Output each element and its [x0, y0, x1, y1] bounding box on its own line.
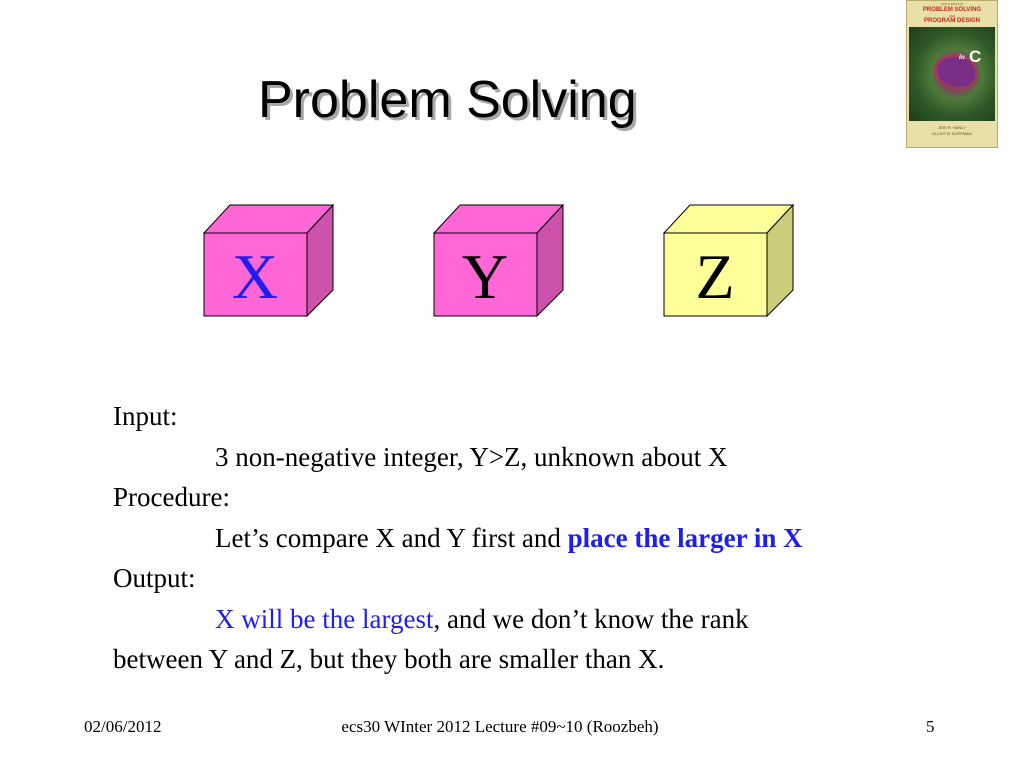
procedure-highlight: place the larger in X	[567, 522, 803, 553]
cube-y	[434, 205, 563, 316]
output-detail	[113, 599, 993, 640]
procedure-detail	[113, 518, 993, 559]
cube-x-label: X	[231, 241, 279, 312]
book-title-and: AND	[948, 14, 956, 18]
book-title-line2: PROGRAM DESIGN	[923, 18, 980, 24]
procedure-label: Procedure:	[113, 482, 230, 512]
output-label: Output:	[113, 563, 196, 593]
book-author-1: JERI R. HANLY	[938, 125, 966, 130]
cube-z-label: Z	[695, 241, 735, 312]
book-author-2: ELLIOT B. KOFFMAN	[932, 131, 972, 136]
cube-y-label: Y	[461, 241, 509, 312]
output-detail-continued: between Y and Z, but they both are smaller than X.	[113, 644, 665, 674]
book-language-label: C	[969, 47, 982, 66]
output-rest: , and we don’t know the rank	[433, 603, 749, 634]
footer-page-number: 5	[926, 717, 935, 736]
cube-x	[204, 205, 333, 316]
footer-course: ecs30 WInter 2012 Lecture #09~10 (Roozbeh)	[341, 717, 659, 736]
slide-body	[113, 396, 993, 680]
cube-z	[664, 205, 793, 316]
input-label: Input:	[113, 401, 178, 431]
book-in-label: in	[959, 53, 965, 61]
input-detail: 3 non-negative integer, Y>Z, unknown about X	[215, 441, 728, 472]
procedure-prefix: Let’s compare X and Y first and	[215, 522, 568, 553]
book-edition: SIXTH EDITION	[941, 2, 963, 6]
book-title-line1: PROBLEM SOLVING	[922, 7, 982, 13]
footer-date: 02/06/2012	[84, 717, 162, 736]
slide-title: Problem Solving	[258, 71, 637, 129]
output-highlight: X will be the largest	[215, 603, 434, 634]
